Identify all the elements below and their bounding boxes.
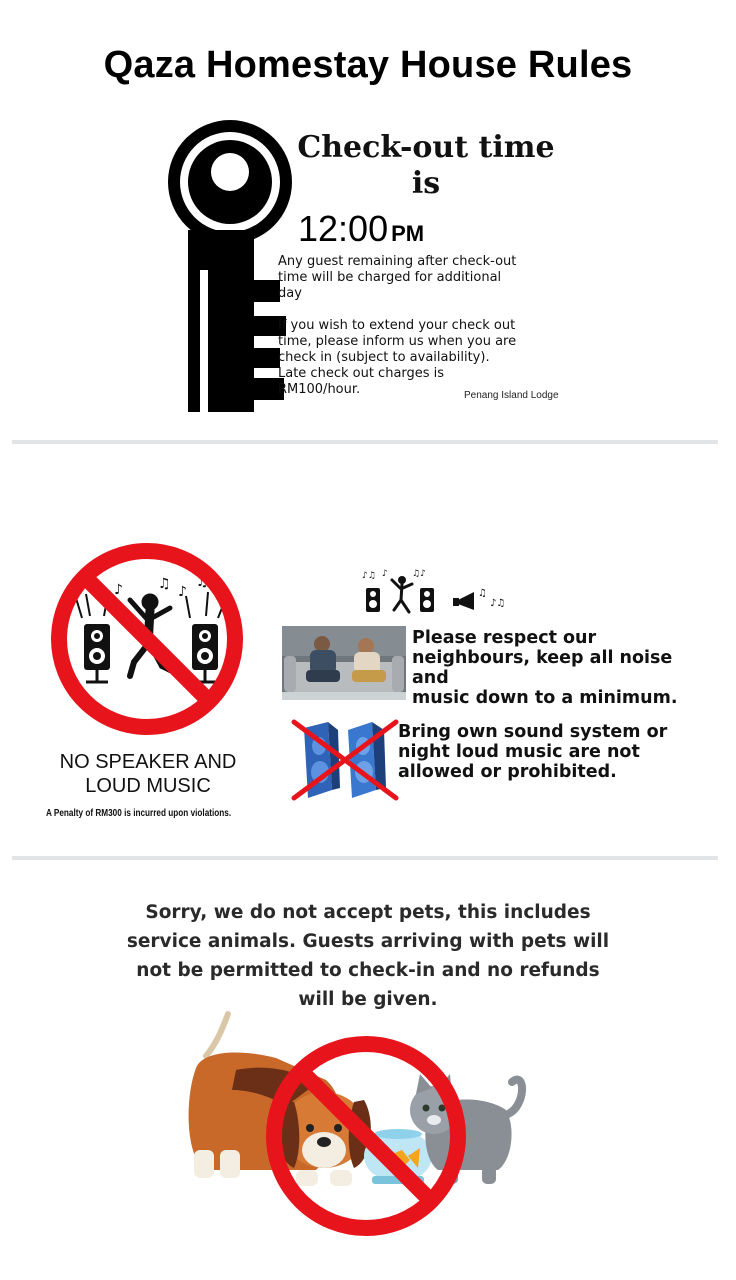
noise-rule-2: [398, 722, 708, 782]
checkout-p1-line: day: [278, 286, 302, 301]
svg-text:♫♪: ♫♪: [412, 569, 426, 579]
no-pets-line: will be given.: [298, 989, 438, 1010]
checkout-credit: Penang Island Lodge: [464, 390, 559, 401]
section-divider: [12, 440, 718, 444]
checkout-paragraph-1: [278, 254, 558, 302]
svg-text:♪: ♪: [178, 584, 187, 600]
no-pets-line: Sorry, we do not accept pets, this includes: [145, 902, 591, 923]
annoyed-neighbours-photo: [282, 626, 406, 700]
noise-rule-2-line: night loud music are not: [398, 742, 640, 762]
no-pets-line: not be permitted to check-in and no refunds: [136, 960, 600, 981]
svg-text:♫: ♫: [158, 576, 171, 592]
svg-text:♫: ♫: [196, 574, 209, 590]
checkout-heading: [296, 130, 556, 202]
megaphone-icon: [453, 588, 505, 610]
page-title: Qaza Homestay House Rules: [103, 44, 633, 86]
checkout-time-suffix: PM: [391, 221, 425, 246]
checkout-p2-line: check in (subject to availability).: [278, 350, 490, 365]
section-divider: [12, 856, 718, 860]
svg-text:♪♫: ♪♫: [490, 598, 506, 609]
noise-rule-2-line: Bring own sound system or: [398, 722, 668, 742]
no-speaker-label-line1: NO SPEAKER AND: [59, 751, 237, 773]
crossed-speakers-icon: [288, 718, 404, 802]
party-speakers-icon: [356, 566, 516, 618]
svg-text:♫: ♫: [478, 588, 487, 599]
noise-rule-1-line: music down to a minimum.: [412, 688, 678, 708]
checkout-p2-line: RM100/hour.: [278, 382, 361, 397]
checkout-paragraph-2: [278, 318, 558, 398]
checkout-p2-line: Late check out charges is: [278, 366, 445, 381]
noise-rule-1-line: neighbours, keep all noise and: [412, 648, 673, 688]
noise-rule-1: [412, 628, 712, 708]
checkout-p2-line: If you wish to extend your check out: [278, 318, 516, 333]
noise-rule-1-line: Please respect our: [412, 628, 597, 648]
no-speaker-label: [40, 750, 256, 798]
noise-rule-2-line: allowed or prohibited.: [398, 762, 617, 782]
no-music-sign-icon: [46, 538, 248, 740]
checkout-p1-line: Any guest remaining after check-out: [278, 254, 517, 269]
svg-text:♪: ♪: [114, 582, 123, 598]
checkout-time: [298, 208, 424, 250]
no-pets-policy: [60, 898, 676, 1014]
checkout-time-value: 12:00: [298, 208, 389, 249]
checkout-heading-line2: is: [411, 166, 441, 201]
checkout-p2-line: time, please inform us when you are: [278, 334, 517, 349]
no-speaker-label-line2: LOUD MUSIC: [85, 775, 211, 797]
penalty-note: A Penalty of RM300 is incurred upon violations.: [46, 808, 232, 819]
no-pets-illustration: [176, 1010, 536, 1246]
checkout-p1-line: time will be charged for additional: [278, 270, 502, 285]
svg-text:♪♫: ♪♫: [362, 571, 376, 581]
no-pets-line: service animals. Guests arriving with pets will: [126, 931, 610, 952]
svg-text:♪: ♪: [382, 569, 388, 579]
checkout-heading-line1: Check-out time: [297, 130, 555, 165]
